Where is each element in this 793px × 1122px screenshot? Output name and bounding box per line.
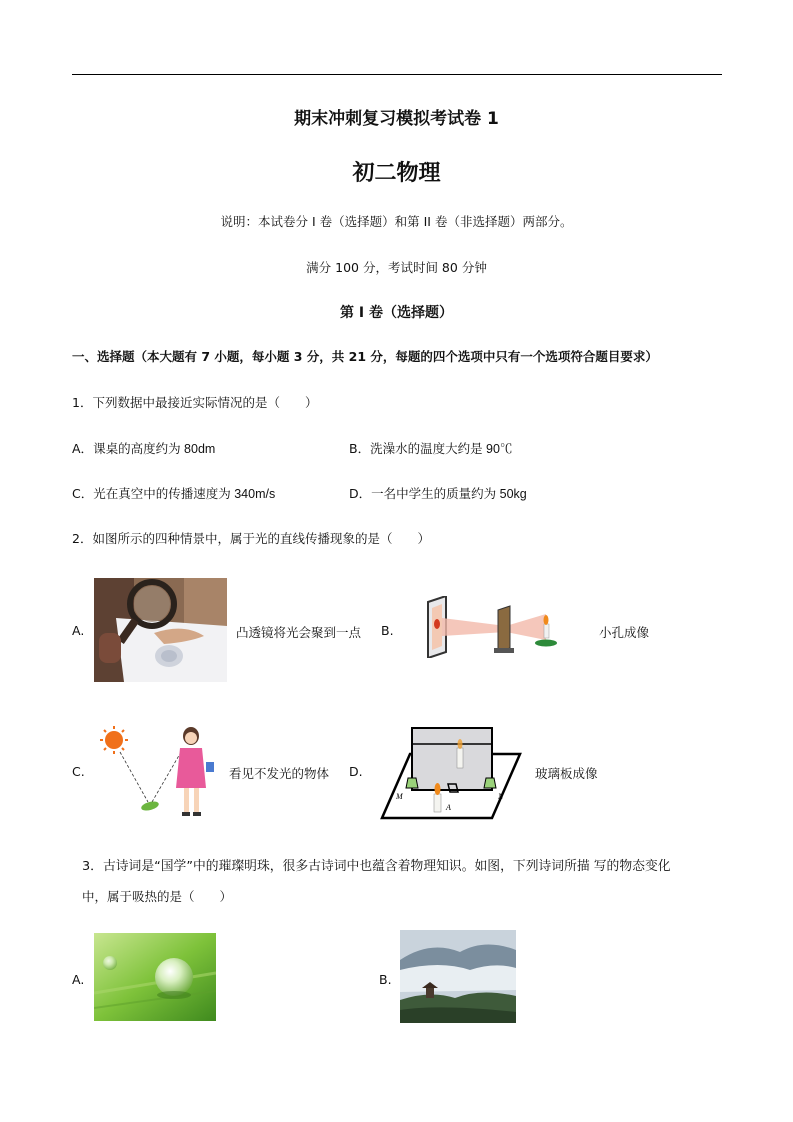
option-text: 课桌的高度约为 80dm bbox=[93, 442, 216, 456]
section-heading: 一、选择题（本大题有 7 小题，每小题 3 分，共 21 分，每题的四个选项中只有一个选项符合题目要求） bbox=[72, 349, 658, 364]
q1-option-c bbox=[72, 484, 275, 502]
option-text: 一名中学生的质量约为 50kg bbox=[371, 487, 527, 501]
q2-option-a-label: A. bbox=[72, 623, 85, 638]
label-m: M bbox=[396, 792, 403, 801]
q1-option-b bbox=[349, 439, 512, 457]
q3-option-b-label: B. bbox=[379, 972, 392, 987]
q2-option-c-label: C. bbox=[72, 764, 85, 779]
dewdrop-photo bbox=[94, 933, 216, 1021]
option-label: D． bbox=[349, 486, 372, 501]
q3-option-a-label: A. bbox=[72, 972, 85, 987]
label-a: A bbox=[446, 803, 451, 812]
option-label: C． bbox=[72, 486, 94, 501]
label-n: N bbox=[498, 792, 504, 801]
magnifier-photo bbox=[94, 578, 227, 682]
reflection-scene-diagram bbox=[96, 722, 218, 822]
option-text: 光在真空中的传播速度为 340m/s bbox=[93, 487, 276, 501]
glass-plate-diagram bbox=[380, 726, 522, 822]
option-label: B． bbox=[349, 441, 371, 456]
q1-option-d bbox=[349, 484, 527, 502]
option-label: A． bbox=[72, 441, 94, 456]
subject-title: 初二物理 bbox=[352, 161, 441, 186]
q2-option-a-caption: 凸透镜将光会聚到一点 bbox=[236, 625, 362, 640]
exam-description: 说明：本试卷分 I 卷（选择题）和第 II 卷（非选择题）两部分。 bbox=[220, 214, 573, 229]
q2-option-d-label: D. bbox=[349, 764, 363, 779]
q2-option-b-caption: 小孔成像 bbox=[599, 625, 650, 640]
exam-title: 期末冲刺复习模拟考试卷 1 bbox=[294, 109, 499, 129]
q3-stem-line2: 中，属于吸热的是（ ） bbox=[82, 889, 233, 904]
q2-stem: 2．如图所示的四种情景中，属于光的直线传播现象的是（ ） bbox=[72, 531, 430, 546]
q2-option-b-label: B. bbox=[381, 623, 394, 638]
fog-mountain-photo bbox=[400, 930, 516, 1023]
part1-title: 第 I 卷（选择题） bbox=[340, 305, 453, 321]
score-time: 满分 100 分，考试时间 80 分钟 bbox=[306, 260, 487, 275]
q2-option-c-caption: 看见不发光的物体 bbox=[229, 766, 330, 781]
option-text: 洗澡水的温度大约是 90℃ bbox=[370, 442, 513, 456]
pinhole-camera-diagram bbox=[424, 596, 564, 658]
q1-option-a bbox=[72, 439, 215, 457]
q3-stem-line1: 3．古诗词是“国学”中的璀璨明珠，很多古诗词中也蕴含着物理知识。如图，下列诗词所描 写的物态变化 bbox=[82, 859, 671, 874]
q2-option-d-caption: 玻璃板成像 bbox=[535, 766, 598, 781]
header-rule bbox=[72, 74, 722, 75]
q1-stem: 1．下列数据中最接近实际情况的是（ ） bbox=[72, 395, 318, 410]
